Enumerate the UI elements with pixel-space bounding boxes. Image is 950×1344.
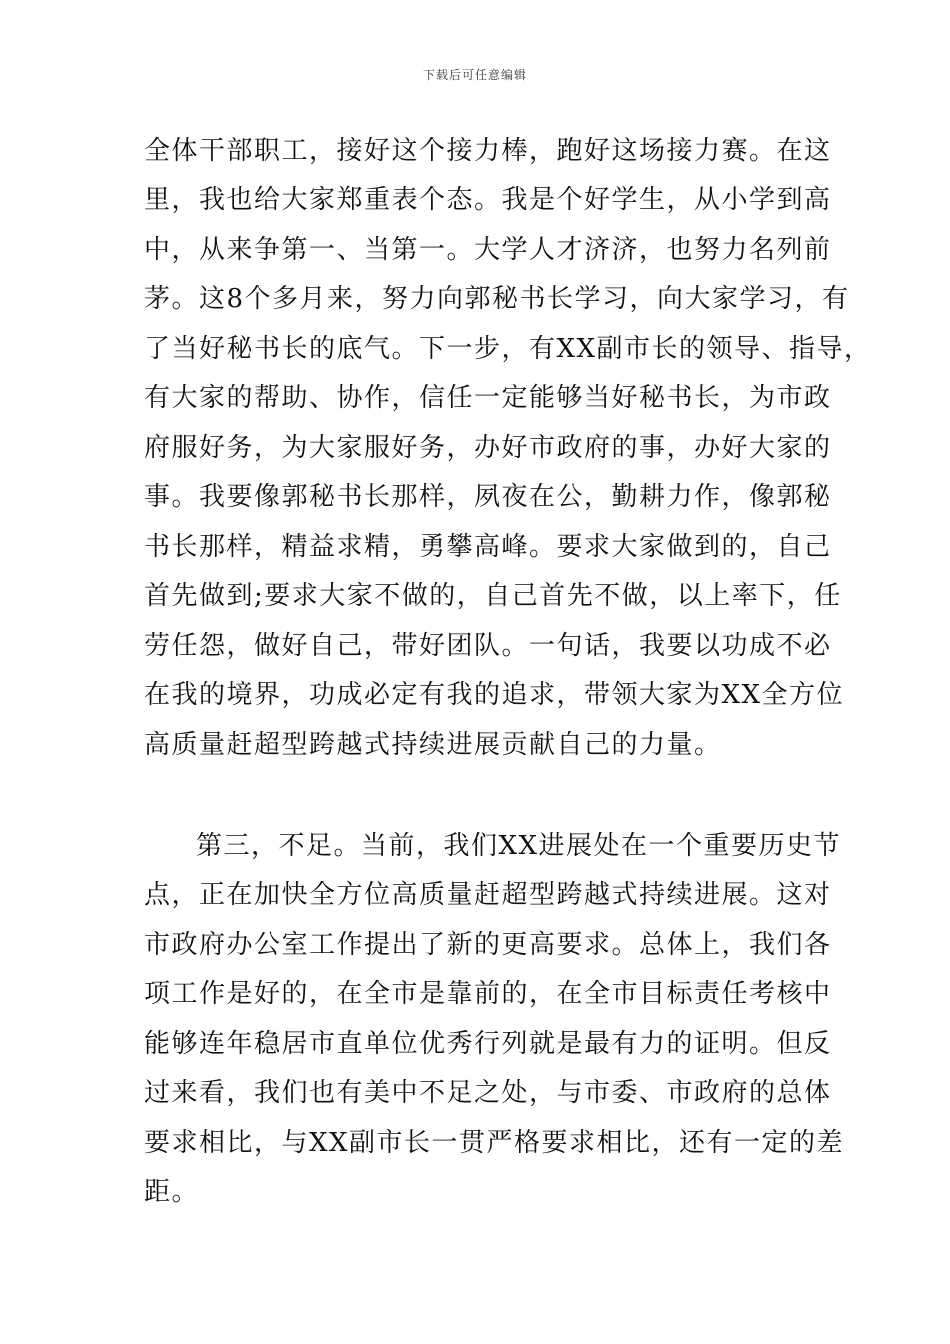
text-line: 了当好秘书长的底气。下一步，有XX副市长的领导、指导， [144, 334, 872, 364]
text-line: 有大家的帮助、协作，信任一定能够当好秘书长，为市政 [144, 383, 832, 413]
text-line: 项工作是好的，在全市是靠前的，在全市目标责任考核中 [144, 979, 832, 1009]
text-line: 点，正在加快全方位高质量赶超型跨越式持续进展。这对 [144, 880, 832, 910]
text-line: 里，我也给大家郑重表个态。我是个好学生，从小学到高 [144, 185, 832, 215]
header-note: 下载后可任意编辑 [422, 68, 527, 82]
text-line: 事。我要像郭秘书长那样，夙夜在公，勤耕力作，像郭秘 [144, 482, 832, 512]
text-line: 全体干部职工，接好这个接力棒，跑好这场接力赛。在这 [144, 136, 832, 166]
text-line: 府服好务，为大家服好务，办好市政府的事，办好大家的 [144, 433, 832, 463]
text-line: 高质量赶超型跨越式持续进展贡献自己的力量。 [144, 730, 722, 760]
text-line: 茅。这8个多月来，努力向郭秘书长学习，向大家学习，有 [144, 284, 850, 314]
text-line: 在我的境界，功成必定有我的追求，带领大家为XX全方位 [144, 680, 845, 710]
text-line: 市政府办公室工作提出了新的更高要求。总体上，我们各 [144, 930, 832, 960]
text-line: 过来看，我们也有美中不足之处，与市委、市政府的总体 [144, 1078, 832, 1108]
text-line: 首先做到;要求大家不做的，自己首先不做，以上率下，任 [144, 581, 842, 611]
text-line: 劳任怨，做好自己，带好团队。一句话，我要以功成不必 [144, 631, 832, 661]
text-line: 书长那样，精益求精，勇攀高峰。要求大家做到的，自己 [144, 532, 832, 562]
text-line: 中，从来争第一、当第一。大学人才济济，也努力名列前 [144, 235, 832, 265]
text-line: 第三，不足。当前，我们XX进展处在一个重要历史节 [196, 831, 842, 861]
text-line: 要求相比，与XX副市长一贯严格要求相比，还有一定的差 [144, 1128, 845, 1158]
text-line: 能够连年稳居市直单位优秀行列就是最有力的证明。但反 [144, 1029, 832, 1059]
text-line: 距。 [144, 1177, 200, 1207]
